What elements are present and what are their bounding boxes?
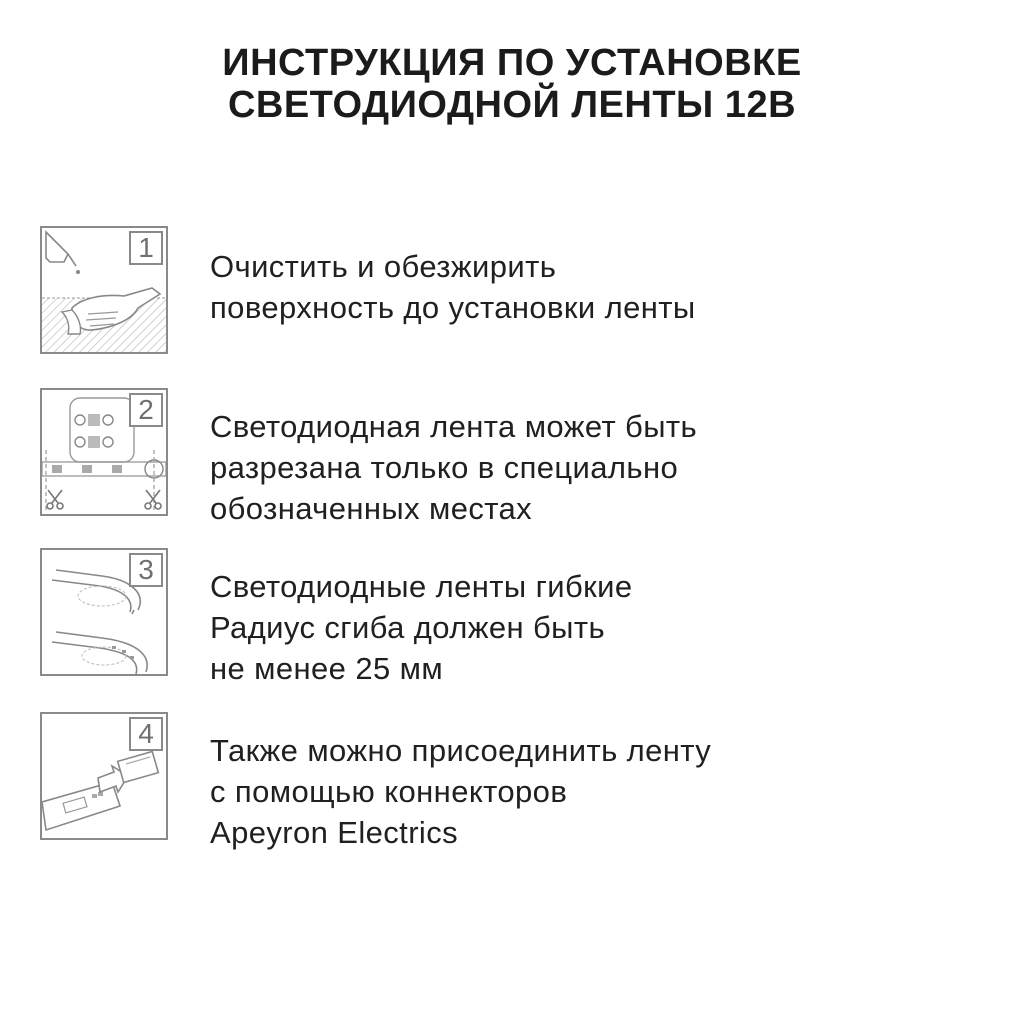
strip-cut-marks-scissors-icon — [40, 388, 168, 516]
strip-connector-icon — [40, 712, 168, 840]
step-description — [210, 730, 970, 853]
hand-wiping-surface-icon — [40, 226, 168, 354]
step-description — [210, 406, 970, 529]
step-line: Также можно присоединить ленту — [210, 733, 712, 768]
step-number-badge: 3 — [129, 553, 163, 587]
step-4 — [40, 712, 980, 850]
step-line: разрезана только в специально — [210, 450, 679, 485]
step-line: с помощью коннекторов — [210, 774, 568, 809]
step-number-badge: 1 — [129, 231, 163, 265]
step-3 — [40, 548, 980, 686]
step-2 — [40, 388, 980, 526]
step-1 — [40, 226, 980, 358]
step-number-badge: 4 — [129, 717, 163, 751]
title-line-2: СВЕТОДИОДНОЙ ЛЕНТЫ 12В — [227, 84, 797, 126]
page-title — [0, 42, 1024, 126]
step-line: Светодиодные ленты гибкие — [210, 569, 633, 604]
step-line: поверхность до установки ленты — [210, 290, 696, 325]
step-line: Apeyron Electrics — [210, 815, 459, 850]
step-number-badge: 2 — [129, 393, 163, 427]
step-line: обозначенных местах — [210, 491, 533, 526]
title-line-1: ИНСТРУКЦИЯ ПО УСТАНОВКЕ — [222, 42, 802, 84]
step-line: Светодиодная лента может быть — [210, 409, 698, 444]
step-description — [210, 246, 970, 328]
step-description — [210, 566, 970, 689]
step-line: Радиус сгиба должен быть — [210, 610, 606, 645]
bent-strip-radius-icon — [40, 548, 168, 676]
step-line: не менее 25 мм — [210, 651, 444, 686]
step-line: Очистить и обезжирить — [210, 249, 557, 284]
